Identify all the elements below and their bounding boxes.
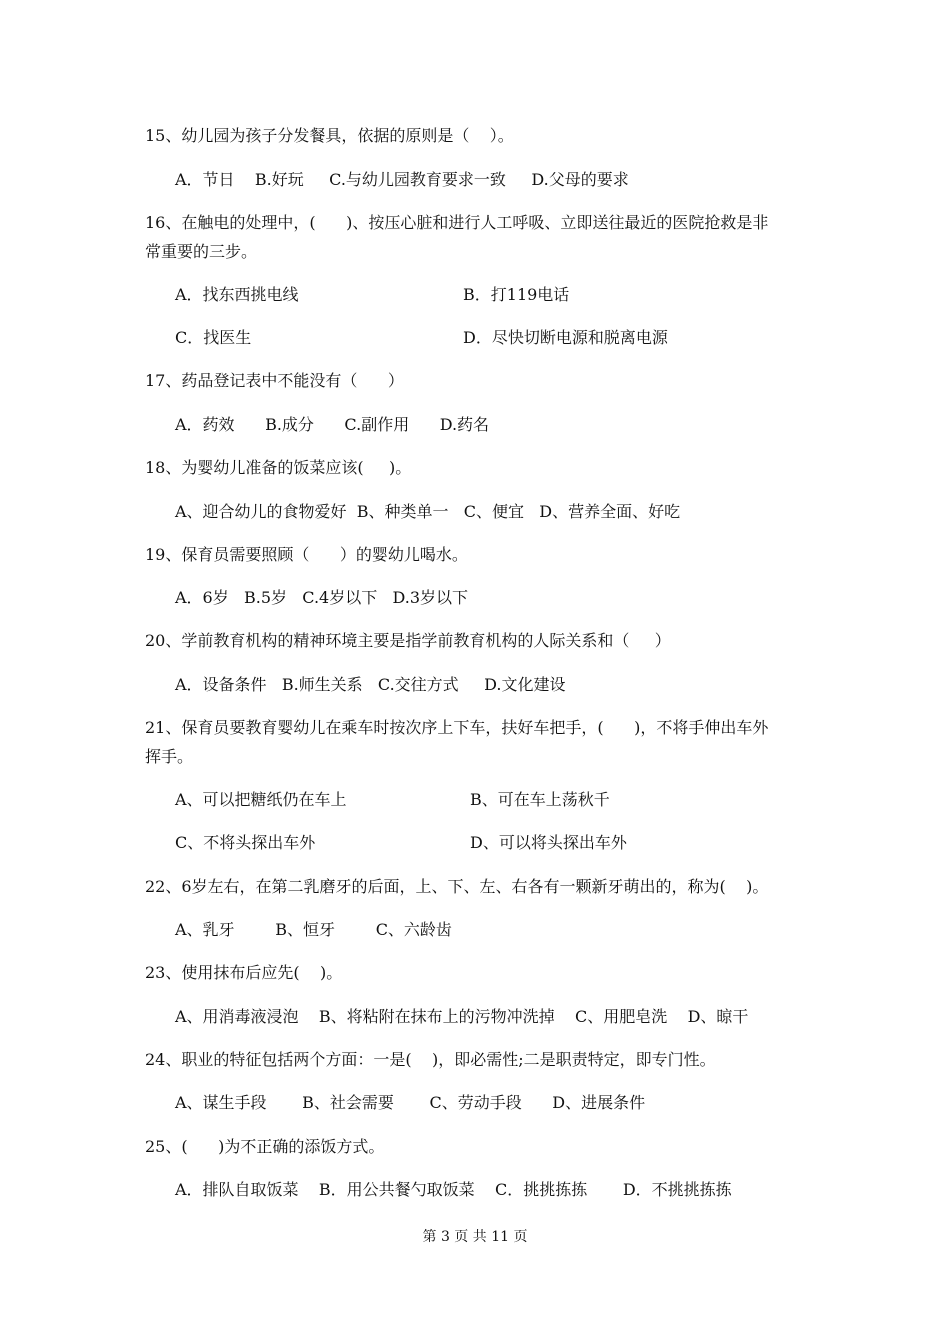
question-16-option-b: B．打119电话	[463, 285, 570, 304]
question-22-options: A、乳牙 B、恒牙 C、六龄齿	[175, 920, 452, 939]
question-16-option-d: D．尽快切断电源和脱离电源	[463, 328, 668, 347]
question-21-stem-line-2: 挥手。	[145, 747, 194, 766]
question-22-stem: 22、6岁左右，在第二乳磨牙的后面，上、下、左、右各有一颗新牙萌出的，称为( )。	[145, 877, 769, 896]
question-21-option-b: B、可在车上荡秋千	[470, 790, 610, 809]
question-24-options: A、谋生手段 B、社会需要 C、劳动手段 D、进展条件	[175, 1093, 646, 1112]
question-18-stem: 18、为婴幼儿准备的饭菜应该( )。	[145, 458, 412, 477]
question-17-stem: 17、药品登记表中不能没有（ ）	[145, 371, 404, 390]
question-16-option-a: A．找东西挑电线	[175, 285, 299, 304]
page-number-footer: 第 3 页 共 11 页	[422, 1229, 528, 1245]
question-16-stem-line-2: 常重要的三步。	[145, 242, 258, 261]
question-15-options: A．节日 B.好玩 C.与幼儿园教育要求一致 D.父母的要求	[175, 170, 629, 189]
question-24-stem: 24、职业的特征包括两个方面：一是( )，即必需性;二是职责特定，即专门性。	[145, 1050, 716, 1069]
question-20-stem: 20、学前教育机构的精神环境主要是指学前教育机构的人际关系和（ ）	[145, 631, 671, 650]
question-23-stem: 23、使用抹布后应先( )。	[145, 963, 343, 982]
question-21-option-a: A、可以把糖纸仍在车上	[175, 790, 347, 809]
question-16-option-c: C．找医生	[175, 328, 252, 347]
question-21-stem-line-1: 21、保育员要教育婴幼儿在乘车时按次序上下车，扶好车把手，( )，不将手伸出车外	[145, 718, 769, 737]
question-19-options: A．6岁 B.5岁 C.4岁以下 D.3岁以下	[175, 588, 468, 607]
question-21-option-c: C、不将头探出车外	[175, 833, 316, 852]
question-25-stem: 25、( )为不正确的添饭方式。	[145, 1137, 385, 1156]
question-20-options: A．设备条件 B.师生关系 C.交往方式 D.文化建设	[175, 675, 566, 694]
question-23-options: A、用消毒液浸泡 B、将粘附在抹布上的污物冲洗掉 C、用肥皂洗 D、晾干	[175, 1007, 749, 1026]
question-17-options: A．药效 B.成分 C.副作用 D.药名	[175, 415, 490, 434]
question-25-options: A．排队自取饭菜 B．用公共餐勺取饭菜 C．挑挑拣拣 D．不挑挑拣拣	[175, 1180, 732, 1199]
question-16-stem-line-1: 16、在触电的处理中，( )、按压心脏和进行人工呼吸、立即送往最近的医院抢救是非	[145, 213, 769, 232]
question-15-stem: 15、幼儿园为孩子分发餐具，依据的原则是（ ）。	[145, 126, 514, 145]
question-21-option-d: D、可以将头探出车外	[470, 833, 627, 852]
question-18-options: A、迎合幼儿的食物爱好 B、种类单一 C、便宜 D、营养全面、好吃	[175, 502, 681, 521]
question-19-stem: 19、保育员需要照顾（ ）的婴幼儿喝水。	[145, 545, 468, 564]
